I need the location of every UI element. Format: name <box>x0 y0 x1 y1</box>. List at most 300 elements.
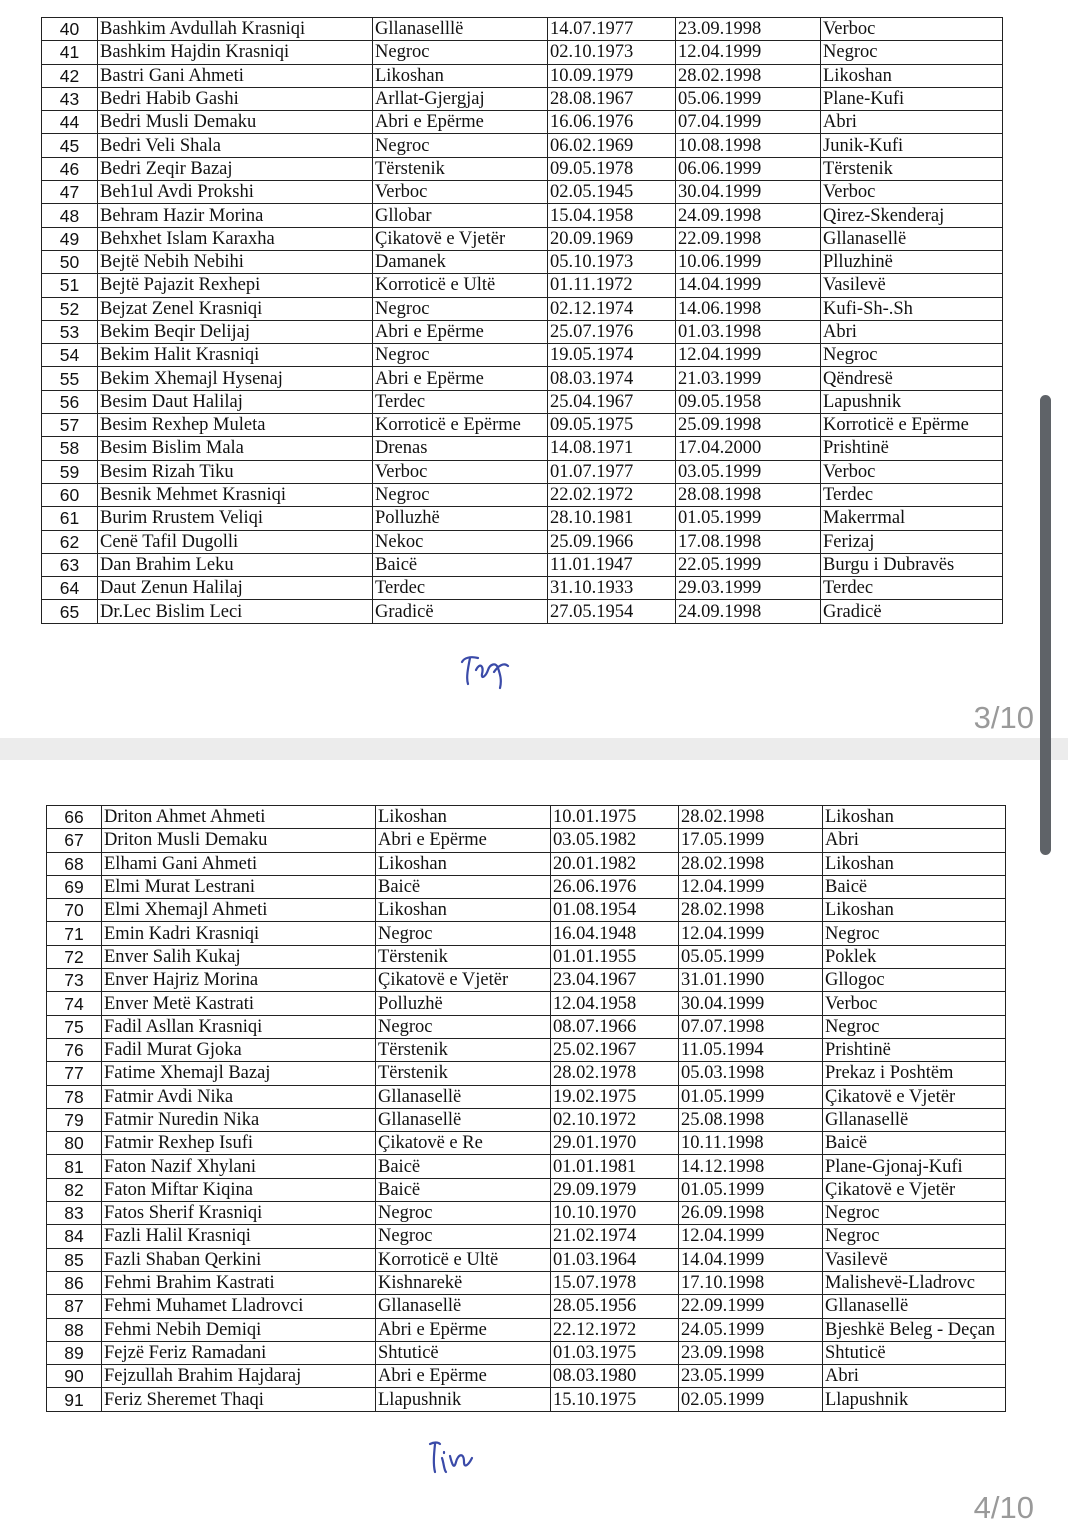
cell-birthplace: Terdec <box>373 390 548 413</box>
cell-no: 83 <box>47 1202 102 1225</box>
cell-death-date: 05.06.1999 <box>676 87 821 110</box>
cell-death-date: 14.12.1998 <box>679 1155 823 1178</box>
table-row <box>42 41 1003 64</box>
cell-no: 76 <box>47 1038 102 1061</box>
table-row <box>47 1038 1006 1061</box>
cell-birthplace: Polluzhë <box>376 992 551 1015</box>
table-row <box>42 437 1003 460</box>
table-row <box>42 390 1003 413</box>
cell-birthplace: Negroc <box>373 41 548 64</box>
cell-death-date: 12.04.1999 <box>679 875 823 898</box>
table-row <box>47 875 1006 898</box>
table-row <box>42 134 1003 157</box>
cell-death-date: 22.09.1999 <box>679 1295 823 1318</box>
cell-birth-date: 25.02.1967 <box>551 1038 679 1061</box>
cell-no: 41 <box>42 41 98 64</box>
table-row <box>47 1155 1006 1178</box>
table-row <box>42 414 1003 437</box>
cell-no: 56 <box>42 390 98 413</box>
table-row <box>47 1108 1006 1131</box>
cell-death-place: Gllanasellë <box>823 1108 1006 1131</box>
cell-death-date: 07.07.1998 <box>679 1015 823 1038</box>
cell-birthplace: Llapushnik <box>376 1388 551 1411</box>
cell-birthplace: Negroc <box>376 1202 551 1225</box>
cell-no: 59 <box>42 460 98 483</box>
cell-name: Dan Brahim Leku <box>98 553 373 576</box>
table-row <box>42 344 1003 367</box>
document-page-4 <box>0 760 1068 1534</box>
cell-no: 75 <box>47 1015 102 1038</box>
cell-birthplace: Abri e Epërme <box>376 1365 551 1388</box>
cell-death-place: Makerrmal <box>821 507 1003 530</box>
cell-birth-date: 21.02.1974 <box>551 1225 679 1248</box>
cell-birth-date: 20.01.1982 <box>551 852 679 875</box>
cell-death-date: 28.08.1998 <box>676 483 821 506</box>
cell-death-place: Abri <box>823 1365 1006 1388</box>
cell-no: 42 <box>42 64 98 87</box>
cell-no: 61 <box>42 507 98 530</box>
cell-birthplace: Tërstenik <box>376 1038 551 1061</box>
cell-birth-date: 01.01.1981 <box>551 1155 679 1178</box>
cell-birth-date: 25.04.1967 <box>548 390 676 413</box>
cell-birthplace: Likoshan <box>373 64 548 87</box>
cell-name: Fatime Xhemajl Bazaj <box>102 1062 376 1085</box>
cell-birth-date: 19.02.1975 <box>551 1085 679 1108</box>
cell-death-place: Verboc <box>821 18 1003 41</box>
cell-birth-date: 02.05.1945 <box>548 181 676 204</box>
cell-no: 86 <box>47 1271 102 1294</box>
cell-name: Bashkim Avdullah Krasniqi <box>98 18 373 41</box>
cell-birth-date: 19.05.1974 <box>548 344 676 367</box>
cell-no: 72 <box>47 945 102 968</box>
cell-name: Bashkim Hajdin Krasniqi <box>98 41 373 64</box>
cell-death-place: Vasilevë <box>823 1248 1006 1271</box>
cell-death-date: 23.09.1998 <box>679 1341 823 1364</box>
cell-no: 45 <box>42 134 98 157</box>
cell-death-date: 23.09.1998 <box>676 18 821 41</box>
cell-birthplace: Çikatovë e Vjetër <box>376 969 551 992</box>
cell-no: 54 <box>42 344 98 367</box>
cell-birth-date: 28.02.1978 <box>551 1062 679 1085</box>
cell-birth-date: 28.08.1967 <box>548 87 676 110</box>
cell-death-date: 29.03.1999 <box>676 577 821 600</box>
cell-death-date: 17.08.1998 <box>676 530 821 553</box>
scrollbar-thumb[interactable] <box>1040 395 1051 855</box>
cell-name: Bekim Xhemajl Hysenaj <box>98 367 373 390</box>
table-row <box>47 899 1006 922</box>
cell-birth-date: 20.09.1969 <box>548 227 676 250</box>
cell-birthplace: Abri e Epërme <box>376 829 551 852</box>
cell-name: Besim Bislim Mala <box>98 437 373 460</box>
cell-death-date: 14.06.1998 <box>676 297 821 320</box>
cell-death-date: 30.04.1999 <box>679 992 823 1015</box>
table-row <box>42 250 1003 273</box>
cell-no: 53 <box>42 320 98 343</box>
cell-no: 63 <box>42 553 98 576</box>
cell-death-date: 07.04.1999 <box>676 111 821 134</box>
cell-no: 90 <box>47 1365 102 1388</box>
table-row <box>42 111 1003 134</box>
cell-name: Bejtë Nebih Nebihi <box>98 250 373 273</box>
cell-birthplace: Korroticë e Ultë <box>376 1248 551 1271</box>
signature-initials <box>456 650 516 692</box>
cell-name: Behxhet Islam Karaxha <box>98 227 373 250</box>
cell-no: 49 <box>42 227 98 250</box>
cell-birth-date: 25.07.1976 <box>548 320 676 343</box>
cell-name: Fehmi Nebih Demiqi <box>102 1318 376 1341</box>
cell-death-place: Negroc <box>823 1202 1006 1225</box>
table-row <box>42 204 1003 227</box>
cell-death-place: Plane-Gjonaj-Kufi <box>823 1155 1006 1178</box>
cell-death-place: Verboc <box>823 992 1006 1015</box>
cell-birth-date: 29.09.1979 <box>551 1178 679 1201</box>
cell-no: 48 <box>42 204 98 227</box>
table-row <box>47 969 1006 992</box>
cell-birthplace: Negroc <box>373 344 548 367</box>
table-row <box>42 297 1003 320</box>
cell-death-place: Negroc <box>823 922 1006 945</box>
cell-birthplace: Gllanaselllë <box>373 18 548 41</box>
cell-death-date: 25.09.1998 <box>676 414 821 437</box>
cell-name: Bejzat Zenel Krasniqi <box>98 297 373 320</box>
cell-birth-date: 26.06.1976 <box>551 875 679 898</box>
cell-death-place: Gllanasellë <box>821 227 1003 250</box>
cell-birthplace: Negroc <box>373 297 548 320</box>
cell-death-date: 01.03.1998 <box>676 320 821 343</box>
cell-birthplace: Abri e Epërme <box>373 111 548 134</box>
cell-no: 67 <box>47 829 102 852</box>
cell-birth-date: 25.09.1966 <box>548 530 676 553</box>
cell-death-place: Likoshan <box>821 64 1003 87</box>
cell-death-place: Abri <box>821 320 1003 343</box>
cell-birth-date: 10.10.1970 <box>551 1202 679 1225</box>
table-row <box>47 1202 1006 1225</box>
table-row <box>42 507 1003 530</box>
cell-death-place: Çikatovë e Vjetër <box>823 1178 1006 1201</box>
cell-no: 58 <box>42 437 98 460</box>
cell-birthplace: Damanek <box>373 250 548 273</box>
cell-death-date: 17.04.2000 <box>676 437 821 460</box>
cell-death-place: Negroc <box>821 41 1003 64</box>
cell-birthplace: Likoshan <box>376 899 551 922</box>
cell-name: Besim Rexhep Muleta <box>98 414 373 437</box>
cell-birth-date: 15.10.1975 <box>551 1388 679 1411</box>
cell-birth-date: 27.05.1954 <box>548 600 676 623</box>
cell-birthplace: Gllanasellë <box>376 1085 551 1108</box>
table-row <box>42 483 1003 506</box>
cell-name: Fazli Halil Krasniqi <box>102 1225 376 1248</box>
cell-birth-date: 31.10.1933 <box>548 577 676 600</box>
cell-death-date: 03.05.1999 <box>676 460 821 483</box>
cell-death-date: 14.04.1999 <box>676 274 821 297</box>
table-row <box>47 1225 1006 1248</box>
cell-birthplace: Baicë <box>376 875 551 898</box>
cell-death-date: 22.05.1999 <box>676 553 821 576</box>
cell-birth-date: 12.04.1958 <box>551 992 679 1015</box>
cell-death-place: Verboc <box>821 460 1003 483</box>
cell-death-date: 05.05.1999 <box>679 945 823 968</box>
cell-name: Fatmir Rexhep Isufi <box>102 1132 376 1155</box>
table-row <box>42 320 1003 343</box>
cell-name: Burim Rrustem Veliqi <box>98 507 373 530</box>
table-row <box>42 274 1003 297</box>
table-row <box>47 922 1006 945</box>
cell-death-date: 31.01.1990 <box>679 969 823 992</box>
cell-no: 62 <box>42 530 98 553</box>
cell-birthplace: Gradicë <box>373 600 548 623</box>
cell-no: 88 <box>47 1318 102 1341</box>
cell-birth-date: 01.01.1955 <box>551 945 679 968</box>
cell-birth-date: 01.08.1954 <box>551 899 679 922</box>
cell-death-place: Gllogoc <box>823 969 1006 992</box>
cell-no: 78 <box>47 1085 102 1108</box>
cell-no: 81 <box>47 1155 102 1178</box>
cell-death-date: 22.09.1998 <box>676 227 821 250</box>
cell-death-date: 23.05.1999 <box>679 1365 823 1388</box>
cell-name: Bedri Musli Demaku <box>98 111 373 134</box>
cell-name: Bejtë Pajazit Rexhepi <box>98 274 373 297</box>
cell-name: Bekim Beqir Delijaj <box>98 320 373 343</box>
cell-name: Faton Nazif Xhylani <box>102 1155 376 1178</box>
table-row <box>47 1085 1006 1108</box>
cell-birthplace: Korroticë e Epërme <box>373 414 548 437</box>
cell-birthplace: Kishnarekë <box>376 1271 551 1294</box>
cell-no: 89 <box>47 1341 102 1364</box>
cell-no: 57 <box>42 414 98 437</box>
cell-death-place: Bjeshkë Beleg - Deçan <box>823 1318 1006 1341</box>
cell-death-place: Llapushnik <box>823 1388 1006 1411</box>
cell-name: Besim Daut Halilaj <box>98 390 373 413</box>
cell-birthplace: Likoshan <box>376 852 551 875</box>
cell-name: Fatos Sherif Krasniqi <box>102 1202 376 1225</box>
cell-birthplace: Çikatovë e Vjetër <box>373 227 548 250</box>
cell-no: 64 <box>42 577 98 600</box>
cell-birthplace: Drenas <box>373 437 548 460</box>
cell-no: 91 <box>47 1388 102 1411</box>
cell-death-place: Shtuticë <box>823 1341 1006 1364</box>
records-table-body <box>42 18 1003 624</box>
cell-birth-date: 08.07.1966 <box>551 1015 679 1038</box>
cell-death-place: Prekaz i Poshtëm <box>823 1062 1006 1085</box>
cell-birthplace: Baicë <box>376 1178 551 1201</box>
cell-birth-date: 22.12.1972 <box>551 1318 679 1341</box>
cell-death-date: 09.05.1958 <box>676 390 821 413</box>
cell-name: Driton Ahmet Ahmeti <box>102 806 376 829</box>
cell-death-date: 11.05.1994 <box>679 1038 823 1061</box>
cell-death-place: Likoshan <box>823 852 1006 875</box>
records-table <box>41 17 1003 624</box>
table-row <box>47 829 1006 852</box>
cell-death-place: Abri <box>823 829 1006 852</box>
cell-name: Enver Metë Kastrati <box>102 992 376 1015</box>
cell-no: 68 <box>47 852 102 875</box>
cell-death-place: Plluzhinë <box>821 250 1003 273</box>
cell-birth-date: 01.03.1975 <box>551 1341 679 1364</box>
cell-death-date: 17.10.1998 <box>679 1271 823 1294</box>
cell-death-place: Terdec <box>821 577 1003 600</box>
cell-name: Bedri Veli Shala <box>98 134 373 157</box>
cell-death-place: Korroticë e Epërme <box>821 414 1003 437</box>
cell-name: Fatmir Nuredin Nika <box>102 1108 376 1131</box>
cell-name: Daut Zenun Halilaj <box>98 577 373 600</box>
cell-name: Enver Hajriz Morina <box>102 969 376 992</box>
cell-birth-date: 10.09.1979 <box>548 64 676 87</box>
cell-no: 77 <box>47 1062 102 1085</box>
cell-death-place: Verboc <box>821 181 1003 204</box>
cell-no: 50 <box>42 250 98 273</box>
table-row <box>47 1132 1006 1155</box>
cell-name: Driton Musli Demaku <box>102 829 376 852</box>
cell-name: Bekim Halit Krasniqi <box>98 344 373 367</box>
cell-name: Faton Miftar Kiqina <box>102 1178 376 1201</box>
cell-death-date: 25.08.1998 <box>679 1108 823 1131</box>
cell-death-date: 30.04.1999 <box>676 181 821 204</box>
cell-birthplace: Abri e Epërme <box>373 320 548 343</box>
cell-death-date: 26.09.1998 <box>679 1202 823 1225</box>
table-row <box>47 1271 1006 1294</box>
cell-birthplace: Verboc <box>373 460 548 483</box>
table-row <box>42 18 1003 41</box>
cell-death-date: 06.06.1999 <box>676 157 821 180</box>
cell-no: 65 <box>42 600 98 623</box>
cell-name: Emin Kadri Krasniqi <box>102 922 376 945</box>
cell-death-place: Çikatovë e Vjetër <box>823 1085 1006 1108</box>
cell-birthplace: Negroc <box>373 134 548 157</box>
cell-death-place: Gllanasellë <box>823 1295 1006 1318</box>
cell-no: 40 <box>42 18 98 41</box>
table-row <box>42 181 1003 204</box>
table-row <box>47 1295 1006 1318</box>
cell-no: 43 <box>42 87 98 110</box>
cell-birth-date: 11.01.1947 <box>548 553 676 576</box>
cell-birth-date: 22.02.1972 <box>548 483 676 506</box>
cell-no: 87 <box>47 1295 102 1318</box>
document-page-3 <box>0 0 1068 738</box>
cell-name: Elhami Gani Ahmeti <box>102 852 376 875</box>
cell-birthplace: Terdec <box>373 577 548 600</box>
table-row <box>47 852 1006 875</box>
cell-birth-date: 01.07.1977 <box>548 460 676 483</box>
cell-no: 70 <box>47 899 102 922</box>
cell-no: 80 <box>47 1132 102 1155</box>
cell-birthplace: Gllanasellë <box>376 1295 551 1318</box>
records-table <box>46 805 1006 1412</box>
signature-initials <box>424 1436 484 1478</box>
cell-birthplace: Tërstenik <box>373 157 548 180</box>
cell-death-place: Qëndresë <box>821 367 1003 390</box>
cell-name: Beh1ul Avdi Prokshi <box>98 181 373 204</box>
cell-birth-date: 09.05.1978 <box>548 157 676 180</box>
cell-name: Fadil Murat Gjoka <box>102 1038 376 1061</box>
cell-death-place: Likoshan <box>823 806 1006 829</box>
cell-death-date: 28.02.1998 <box>676 64 821 87</box>
cell-death-date: 28.02.1998 <box>679 806 823 829</box>
cell-no: 52 <box>42 297 98 320</box>
cell-death-place: Kufi-Sh-.Sh <box>821 297 1003 320</box>
cell-no: 73 <box>47 969 102 992</box>
cell-birth-date: 05.10.1973 <box>548 250 676 273</box>
cell-birth-date: 29.01.1970 <box>551 1132 679 1155</box>
cell-birth-date: 16.06.1976 <box>548 111 676 134</box>
cell-birthplace: Tërstenik <box>376 1062 551 1085</box>
cell-death-place: Ferizaj <box>821 530 1003 553</box>
cell-birth-date: 06.02.1969 <box>548 134 676 157</box>
table-row <box>47 945 1006 968</box>
cell-name: Bedri Habib Gashi <box>98 87 373 110</box>
cell-name: Feriz Sheremet Thaqi <box>102 1388 376 1411</box>
cell-birthplace: Baicë <box>376 1155 551 1178</box>
cell-birth-date: 23.04.1967 <box>551 969 679 992</box>
cell-birth-date: 03.05.1982 <box>551 829 679 852</box>
cell-birthplace: Likoshan <box>376 806 551 829</box>
table-row <box>47 992 1006 1015</box>
cell-death-place: Gradicë <box>821 600 1003 623</box>
table-row <box>47 1062 1006 1085</box>
cell-name: Fatmir Avdi Nika <box>102 1085 376 1108</box>
cell-no: 66 <box>47 806 102 829</box>
table-row <box>42 553 1003 576</box>
cell-birth-date: 02.10.1972 <box>551 1108 679 1131</box>
cell-birthplace: Negroc <box>373 483 548 506</box>
cell-birthplace: Tërstenik <box>376 945 551 968</box>
cell-death-date: 24.05.1999 <box>679 1318 823 1341</box>
cell-birthplace: Baicë <box>373 553 548 576</box>
cell-death-date: 05.03.1998 <box>679 1062 823 1085</box>
cell-name: Fehmi Brahim Kastrati <box>102 1271 376 1294</box>
cell-death-place: Lapushnik <box>821 390 1003 413</box>
cell-birth-date: 02.10.1973 <box>548 41 676 64</box>
cell-name: Dr.Lec Bislim Leci <box>98 600 373 623</box>
table-row <box>42 157 1003 180</box>
cell-birth-date: 14.07.1977 <box>548 18 676 41</box>
cell-death-date: 24.09.1998 <box>676 600 821 623</box>
table-row <box>47 1015 1006 1038</box>
cell-death-place: Terdec <box>821 483 1003 506</box>
cell-birth-date: 16.04.1948 <box>551 922 679 945</box>
cell-death-place: Negroc <box>823 1225 1006 1248</box>
cell-birthplace: Polluzhë <box>373 507 548 530</box>
cell-birth-date: 08.03.1980 <box>551 1365 679 1388</box>
cell-birthplace: Çikatovë e Re <box>376 1132 551 1155</box>
cell-death-place: Negroc <box>821 344 1003 367</box>
table-row <box>42 367 1003 390</box>
cell-name: Behram Hazir Morina <box>98 204 373 227</box>
cell-no: 55 <box>42 367 98 390</box>
cell-name: Bastri Gani Ahmeti <box>98 64 373 87</box>
cell-no: 51 <box>42 274 98 297</box>
cell-no: 71 <box>47 922 102 945</box>
cell-birth-date: 10.01.1975 <box>551 806 679 829</box>
cell-birth-date: 01.03.1964 <box>551 1248 679 1271</box>
cell-death-date: 21.03.1999 <box>676 367 821 390</box>
cell-name: Besnik Mehmet Krasniqi <box>98 483 373 506</box>
page-indicator: 4/10 <box>973 1490 1034 1525</box>
cell-death-place: Junik-Kufi <box>821 134 1003 157</box>
cell-name: Bedri Zeqir Bazaj <box>98 157 373 180</box>
cell-birthplace: Korroticë e Ultë <box>373 274 548 297</box>
cell-death-place: Baicë <box>823 1132 1006 1155</box>
cell-birthplace: Nekoc <box>373 530 548 553</box>
cell-death-date: 10.08.1998 <box>676 134 821 157</box>
table-row <box>42 530 1003 553</box>
cell-birthplace: Gllobar <box>373 204 548 227</box>
cell-death-place: Qirez-Skenderaj <box>821 204 1003 227</box>
table-row <box>42 64 1003 87</box>
cell-death-date: 10.11.1998 <box>679 1132 823 1155</box>
cell-death-date: 12.04.1999 <box>676 41 821 64</box>
cell-death-place: Abri <box>821 111 1003 134</box>
cell-birthplace: Abri e Epërme <box>376 1318 551 1341</box>
